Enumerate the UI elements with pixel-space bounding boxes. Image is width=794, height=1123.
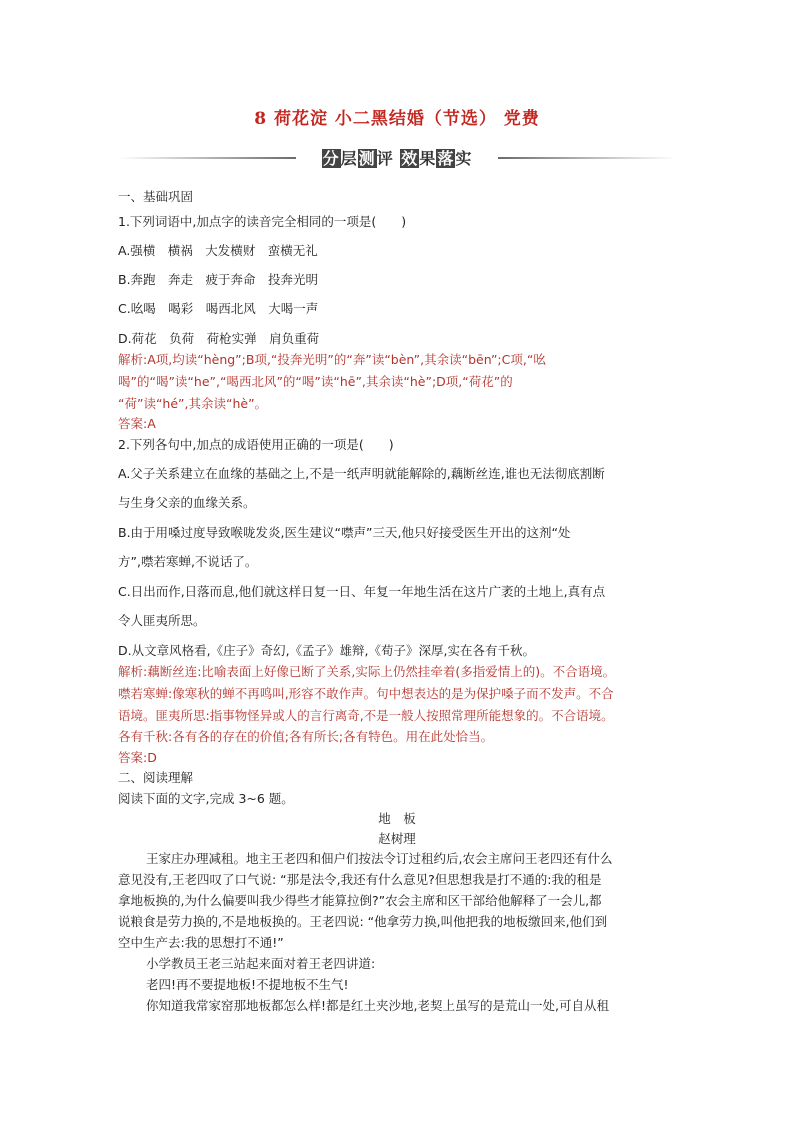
- analysis-text: 噤若寒蝉:像寒秋的蝉不再鸣叫,形容不敢作声。句中想表达的是为保护嗓子而不发声。不合: [118, 686, 614, 701]
- option-a: A.强横 横祸 大发横财 蛮横无礼: [118, 243, 318, 258]
- question-stem: 2.下列各句中,加点的成语使用正确的一项是( ): [118, 437, 394, 452]
- analysis-text: “荷”读“hé”,其余读“hè”。: [118, 396, 268, 411]
- banner-char: 分: [322, 149, 340, 168]
- banner-char: 层: [340, 149, 358, 168]
- story-title: 地 板: [378, 811, 416, 826]
- page-title: 8 荷花淀 小二黑结婚（节选） 党费: [254, 109, 540, 129]
- section-heading: 二、阅读理解: [118, 770, 194, 785]
- option-c-cont: 令人匪夷所思。: [118, 613, 206, 628]
- story-paragraph: 意见没有,王老四叹了口气说: “那是法令,我还有什么意见?但思想我是打不通的:我的租是: [118, 872, 602, 887]
- story-paragraph: 拿地板换的,为什么偏要叫我少得些才能算拉倒?”农会主席和区干部给他解释了一会儿,都: [118, 893, 602, 908]
- banner-right-rule: [498, 157, 676, 159]
- story-author: 赵树理: [378, 831, 416, 846]
- analysis-text: 解析:A项,均读“hèng”;B项,“投奔光明”的“奔”读“bèn”,其余读“bēn”;C项,“吆: [118, 352, 546, 367]
- analysis-text: 语境。匪夷所思:指事物怪异或人的言行离奇,不是一般人按照常理所能想象的。不合语境。: [118, 708, 614, 723]
- option-c: C.吆喝 喝彩 喝西北风 大喝一声: [118, 301, 319, 316]
- option-b: B.由于用嗓过度导致喉咙发炎,医生建议“噤声”三天,他只好接受医生开出的这剂“处: [118, 525, 571, 540]
- option-a: A.父子关系建立在血缘的基础之上,不是一纸声明就能解除的,藕断丝连,谁也无法彻底割断: [118, 466, 605, 481]
- option-b-cont: 方”,噤若寒蝉,不说话了。: [118, 554, 258, 569]
- story-paragraph: 老四!再不要提地板!不提地板不生气!: [146, 977, 349, 992]
- analysis-text: 解析:藕断丝连:比喻表面上好像已断了关系,实际上仍然挂牵着(多指爱情上的)。不合语境。: [118, 664, 616, 679]
- question-stem: 1.下列词语中,加点字的读音完全相同的一项是( ): [118, 214, 407, 229]
- option-a-cont: 与生身父亲的血缘关系。: [118, 495, 256, 510]
- story-paragraph: 你知道我常家窑那地板都怎么样!都是红土夹沙地,老契上虽写的是荒山一处,可自从租: [146, 998, 609, 1013]
- option-d: D.荷花 负荷 荷枪实弹 肩负重荷: [118, 331, 320, 346]
- story-paragraph: 说粮食是劳力换的,不是地板换的。王老四说: “他拿劳力换,叫他把我的地板缴回来,他们到: [118, 914, 608, 929]
- option-d: D.从文章风格看,《庄子》奇幻,《孟子》雄辩,《荀子》深厚,实在各有千秋。: [118, 643, 535, 658]
- analysis-text: 喝”的“喝”读“he”,“喝西北风”的“喝”读“hē”,其余读“hè”;D项,“荷花”的: [118, 374, 513, 389]
- story-paragraph: 小学教员王老三站起来面对着王老四讲道:: [146, 956, 376, 971]
- section-heading: 一、基础巩固: [118, 189, 194, 204]
- story-paragraph: 王家庄办理减租。地主王老四和佃户们按法令订过租约后,农会主席问王老四还有什么: [146, 851, 613, 866]
- reading-intro: 阅读下面的文字,完成 3~6 题。: [118, 791, 294, 806]
- banner-label: [308, 146, 486, 169]
- banner-char: 效: [401, 149, 419, 168]
- answer-text: 答案:A: [118, 416, 156, 431]
- banner-left-rule: [118, 157, 296, 159]
- story-paragraph: 空中生产去:我的思想打不通!”: [118, 935, 284, 950]
- option-c: C.日出而作,日落而息,他们就这样日复一日、年复一年地生活在这片广袤的土地上,真有点: [118, 584, 606, 599]
- banner-char: 实: [455, 149, 473, 168]
- banner-char: 落: [437, 149, 455, 168]
- analysis-text: 各有千秋:各有各的存在的价值;各有所长;各有特色。用在此处恰当。: [118, 729, 494, 744]
- section-banner: [118, 146, 676, 170]
- option-b: B.奔跑 奔走 疲于奔命 投奔光明: [118, 272, 319, 287]
- banner-char: 评: [376, 149, 394, 168]
- banner-char: 果: [419, 149, 437, 168]
- answer-text: 答案:D: [118, 750, 157, 765]
- banner-char: 测: [358, 149, 376, 168]
